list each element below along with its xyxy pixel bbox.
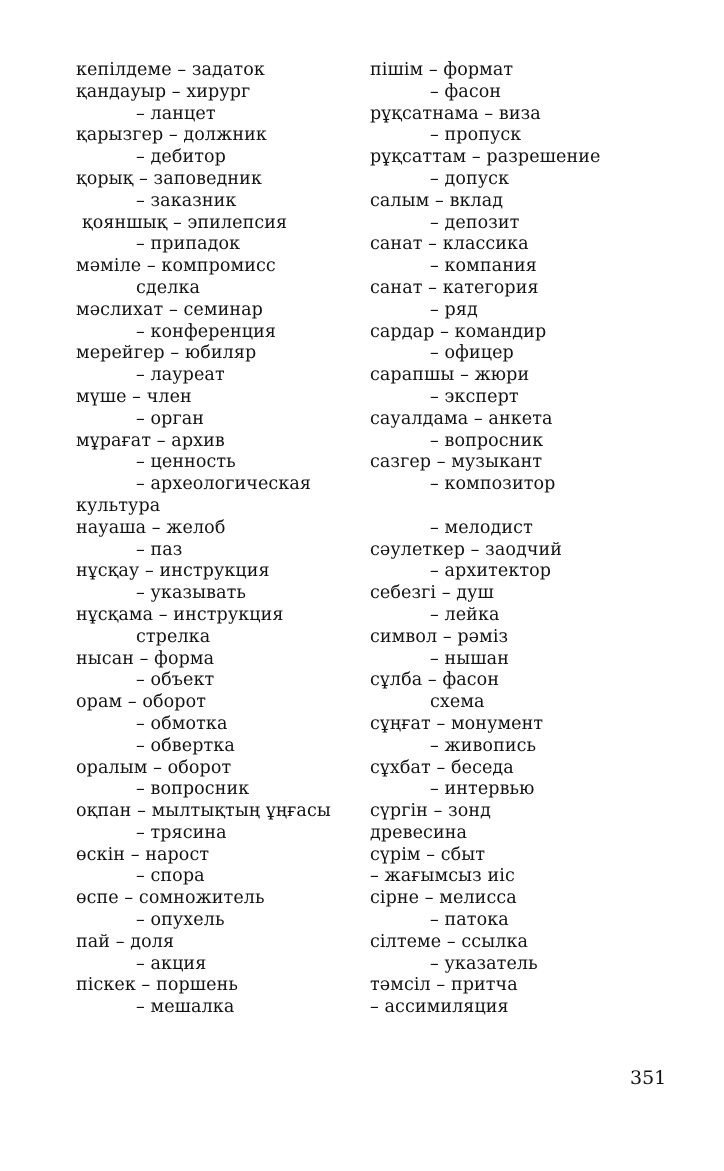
glossary-line: санат – классика: [370, 234, 529, 255]
glossary-line: – пропуск: [430, 125, 522, 146]
glossary-line: – археологическая: [136, 474, 312, 495]
glossary-line: санат – категория: [370, 277, 539, 298]
glossary-line: сардар – командир: [370, 321, 547, 342]
glossary-line: сәулеткер – заодчий: [370, 539, 563, 560]
glossary-line: піскек – поршень: [76, 975, 238, 996]
glossary-line: – эксперт: [430, 386, 519, 407]
glossary-line: өспе – сомножитель: [76, 888, 265, 909]
glossary-line: – компания: [430, 256, 537, 277]
glossary-line: нұсқау – инструкция: [76, 561, 270, 582]
glossary-line: мерейгер – юбиляр: [76, 343, 257, 364]
glossary-line: себезгі – душ: [370, 583, 494, 604]
glossary-line: – архитектор: [430, 561, 552, 582]
glossary-line: қарызгер – должник: [76, 125, 267, 146]
glossary-line: сірне – мелисса: [370, 888, 517, 909]
glossary-line: салым – вклад: [370, 190, 504, 211]
glossary-line: рұқсаттам – разрешение: [370, 147, 601, 168]
glossary-line: – обвертка: [136, 735, 235, 756]
glossary-line: рұқсатнама – виза: [370, 103, 541, 124]
glossary-line: кепілдеме – задаток: [76, 60, 265, 80]
glossary-line: сүрім – сбыт: [370, 844, 486, 865]
glossary-line: – ряд: [430, 299, 478, 320]
glossary-line: – допуск: [430, 168, 510, 189]
glossary-line: – композитор: [430, 474, 556, 495]
glossary-line: схема: [430, 692, 485, 713]
glossary-line: – конференция: [136, 321, 276, 342]
glossary-line: оралым – оборот: [76, 757, 232, 778]
glossary-line: – орган: [136, 408, 205, 429]
glossary-line: – лейка: [430, 604, 500, 625]
glossary-line: мәміле – компромисс: [76, 256, 276, 277]
glossary-line: пай – доля: [76, 931, 175, 952]
glossary-line: – лауреат: [136, 365, 225, 386]
glossary-line: – акция: [136, 953, 207, 974]
glossary-line: пішім – формат: [370, 60, 514, 80]
left-column: [76, 60, 331, 1019]
glossary-line: символ – рәміз: [370, 626, 509, 647]
glossary-line: сілтеме – ссылка: [370, 931, 529, 952]
glossary-line: – обмотка: [136, 713, 228, 734]
glossary-line: тәмсіл – притча: [370, 975, 518, 996]
glossary-line: – офицер: [430, 343, 514, 364]
glossary-line: орам – оборот: [76, 692, 206, 713]
glossary-line: сазгер – музыкант: [370, 452, 543, 473]
glossary-line: [370, 496, 600, 518]
glossary-line: – трясина: [136, 822, 227, 843]
glossary-line: сұңғат – монумент: [370, 713, 544, 734]
glossary-line: сделка: [136, 277, 201, 298]
glossary-line: қояншық – эпилепсия: [82, 212, 288, 233]
glossary-line: – спора: [136, 866, 205, 887]
glossary-line: оқпан – мылтықтың ұңғасы: [76, 801, 331, 822]
glossary-line: – объект: [136, 670, 215, 691]
glossary-line: стрелка: [136, 626, 211, 647]
glossary-line: – опухель: [136, 910, 225, 931]
glossary-line: – вопросник: [430, 430, 544, 451]
glossary-line: – депозит: [430, 212, 520, 233]
glossary-line: – мелодист: [430, 517, 533, 538]
glossary-line: – ассимиляция: [370, 997, 509, 1018]
glossary-line: сүргін – зонд: [370, 801, 492, 822]
glossary-line: қорық – заповедник: [76, 168, 262, 189]
glossary-line: мәслихат – семинар: [76, 299, 263, 320]
glossary-line: сұхбат – беседа: [370, 757, 514, 778]
glossary-line: – живопись: [430, 735, 537, 756]
glossary-line: – ценность: [136, 452, 236, 473]
glossary-line: – заказник: [136, 190, 237, 211]
glossary-line: – вопросник: [136, 779, 250, 800]
glossary-line: нұсқама – инструкция: [76, 604, 284, 625]
glossary-line: – нышан: [430, 648, 509, 669]
glossary-line: – жағымсыз иіс: [370, 866, 515, 887]
glossary-line: сұлба – фасон: [370, 670, 500, 691]
glossary-line: нысан – форма: [76, 648, 215, 669]
glossary-line: культура: [76, 495, 161, 516]
page-number: 351: [630, 1067, 667, 1089]
glossary-line: – мешалка: [136, 997, 235, 1018]
glossary-line: өскін – нарост: [76, 844, 210, 865]
glossary-line: сарапшы – жюри: [370, 365, 530, 386]
glossary-line: – дебитор: [136, 147, 226, 168]
glossary-line: – указатель: [430, 953, 538, 974]
glossary-line: науаша – желоб: [76, 517, 226, 538]
glossary-line: – ланцет: [136, 103, 216, 124]
glossary-line: древесина: [370, 822, 468, 843]
glossary-line: – паз: [136, 539, 183, 560]
glossary-line: қандауыр – хирург: [76, 81, 251, 102]
glossary-line: – припадок: [136, 234, 241, 255]
glossary-line: – указывать: [136, 583, 247, 604]
glossary-line: – интервью: [430, 779, 535, 800]
glossary-line: мұрағат – архив: [76, 430, 225, 451]
glossary-line: мүше – член: [76, 386, 192, 407]
right-column: [370, 60, 600, 1019]
glossary-line: сауалдама – анкета: [370, 408, 553, 429]
glossary-line: – патока: [430, 910, 509, 931]
glossary-line: – фасон: [430, 81, 502, 102]
